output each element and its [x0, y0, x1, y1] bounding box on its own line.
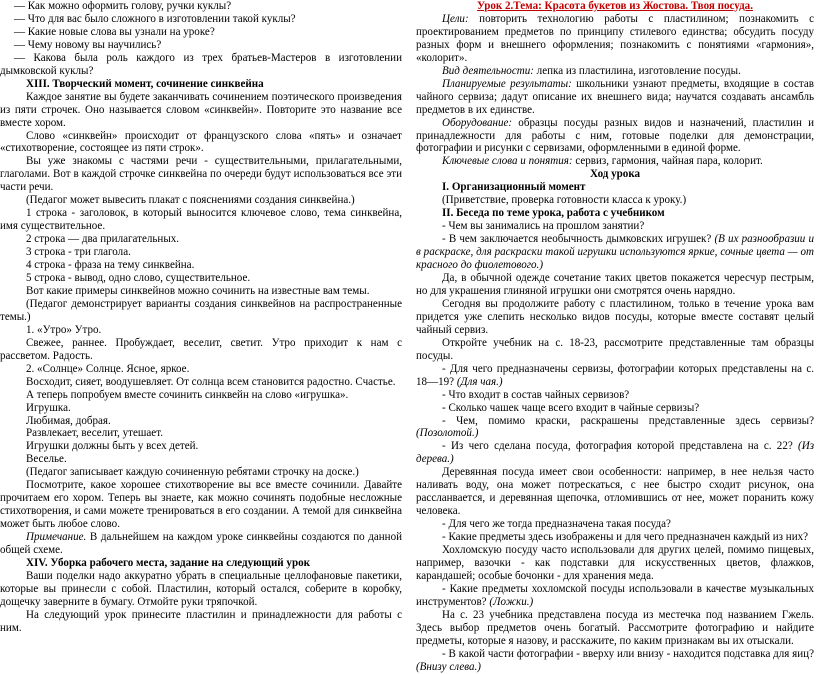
paragraph: Вы уже знакомы с частями речи - существительными, прилагательными, глаголами. Вот в каждой строчке синквейна по очереди будут использоваться все эти части речи. — [0, 155, 402, 194]
paragraph: (Педагог может вывесить плакат с пояснениями создания синквейна.) — [26, 194, 355, 207]
equipment-label: Оборудование: — [442, 116, 513, 129]
keywords-text: сервиз, гармония, чайная пара, колорит. — [572, 155, 763, 168]
paragraph: Развлекает, веселит, утешает. — [26, 427, 163, 440]
paragraph: Вот какие примеры синквейнов можно сочинить на известные вам темы. — [26, 284, 370, 297]
qa-paragraph — [416, 415, 814, 441]
question-text: - Какие предметы хохломской посуды использовали в качестве музыкальных инструментов? — [416, 582, 814, 608]
course-heading: Ход урока — [589, 168, 641, 181]
paragraph: Откройте учебник на с. 18-23, рассмотрите представленные там образцы посуды. — [416, 336, 814, 362]
activity-paragraph — [416, 65, 814, 78]
paragraph: Восходит, сияет, воодушевляет. От солнца всем становится радостно. Счастье. — [26, 375, 396, 388]
paragraph: (Приветствие, проверка готовности класса к уроку.) — [442, 194, 687, 207]
question: — Чему новому вы научились? — [14, 38, 162, 51]
question-text: - В какой части фотографии - вверху или внизу - находится подставка для яиц? — [442, 647, 814, 660]
note-text: В дальнейшем на каждом уроке синквейны создаются по данной общей схеме. — [0, 531, 402, 557]
paragraph: 3 строка - три глагола. — [26, 246, 131, 259]
paragraph: Веселье. — [26, 453, 67, 466]
keywords-label: Ключевые слова и понятия: — [442, 155, 573, 168]
answer-text: (Внизу слева.) — [416, 660, 481, 673]
paragraph: 5 строка - вывод, одно слово, существительное. — [26, 272, 251, 285]
section-heading-2: II. Беседа по теме урока, работа с учебником — [442, 207, 665, 220]
paragraph: Свежее, раннее. Пробуждает, веселит, светит. Утро приходит к нам с рассветом. Радость. — [0, 336, 402, 362]
question: — Какова была роль каждого из трех братьев-Мастеров в изготовлении дымковской куклы? — [0, 51, 402, 77]
note-paragraph — [0, 531, 402, 557]
paragraph: - Сколько чашек чаще всего входит в чайные сервизы? — [442, 401, 700, 414]
goals-text: повторить технологию работы с пластилином; познакомить с проектированием предметов по принципу стилевого единства; обсудить посуду разных форм и внешнего оформления; познакомить с понятиями «гармония», «колорит». — [416, 12, 814, 64]
question-text: - Из чего сделана посуда, фотография которой представлена на с. 22? — [442, 440, 799, 453]
paragraph: - Чем вы занимались на прошлом занятии? — [442, 220, 645, 233]
keywords-paragraph — [416, 155, 814, 168]
paragraph: - Какие предметы здесь изображены и для чего предназначен каждый из них? — [442, 531, 809, 544]
paragraph: Деревянная посуда имеет свои особенности: например, в нее нельзя часто наливать воду, она может потрескаться, с нее быстро сходит рисунок, она рассланвается, и деревянная щепочка, отломившись от нее, может поранить кожу человека. — [416, 466, 814, 518]
results-paragraph — [416, 78, 814, 117]
qa-paragraph — [416, 440, 814, 466]
section-heading-1: I. Организационный момент — [442, 181, 586, 194]
paragraph: Посмотрите, какое хорошее стихотворение вы все вместе сочинили. Давайте прочитаем его хором. Теперь вы знаете, как можно сочинять подобные несложные стихотворения, и сами можете тренироваться в его создании. А темой для синквейна может быть любое слово. — [0, 479, 402, 531]
paragraph: Ваши поделки надо аккуратно убрать в специальные целлофановые пакетики, которые вы принесли с собой. Пластилин, который остался, соберите в коробку, дощечку заверните в бумагу. Отмойте руки тряпочкой. — [0, 569, 402, 608]
qa-paragraph — [416, 363, 814, 389]
paragraph: Игрушки должны быть у всех детей. — [26, 440, 199, 453]
results-text: школьники узнают предметы, входящие в состав чайного сервиза; дадут описание их внешнего вида; научатся создавать ансамбль предметов в их единстве. — [416, 77, 815, 116]
answer-text: (Ложки.) — [489, 595, 534, 608]
section-heading-13: XIII. Творческий момент, сочинение синквейна — [26, 77, 264, 90]
question-text: - Для чего предназначены сервизы, фотографии которых представлены на с. 18—19? — [416, 362, 814, 388]
paragraph: Хохломскую посуду часто использовали для других целей, помимо пищевых, например, вазочки - как подставки для искусственных цветов, флажков, карандашей; особые бочонки - для хранения меда. — [416, 544, 814, 582]
paragraph: На следующий урок принесите пластилин и принадлежности для работы с ним. — [0, 608, 402, 634]
question-text: - Чем, помимо краски, раскрашены представленные здесь сервизы? — [442, 414, 814, 427]
paragraph: Любимая, добрая. — [26, 414, 111, 427]
equipment-text: образцы посуды разных видов и назначений, пластилин и принадлежности для работы с ним, готовые поделки для демонстрации, фотографии и рисунки с сервизами, оформленными в единой форме. — [416, 116, 814, 155]
paragraph: 1 строка - заголовок, в который выносится ключевое слово, тема синквейна, имя существительное. — [0, 207, 402, 233]
paragraph: Игрушка. — [26, 401, 71, 414]
paragraph: (Педагог записывает каждую сочиненную ребятами строчку на доске.) — [26, 466, 359, 479]
paragraph: 1. «Утро» Утро. — [26, 323, 102, 336]
results-label: Планируемые результаты: — [442, 77, 572, 90]
paragraph: (Педагог демонстрирует варианты создания синквейнов на распространенные темы.) — [0, 297, 402, 323]
goals-paragraph — [416, 13, 814, 65]
activity-text: лепка из пластилина, изготовление посуды. — [533, 64, 741, 77]
goals-label: Цели: — [442, 12, 469, 25]
paragraph: - Для чего же тогда предназначена такая посуда? — [442, 518, 671, 531]
note-label: Примечание. — [26, 531, 87, 544]
right-column — [416, 0, 814, 674]
answer-text: (Для чая.) — [456, 375, 503, 388]
activity-label: Вид деятельности: — [442, 64, 534, 77]
lesson-title: Урок 2.Тема: Красота букетов из Жостова. Твоя посуда. — [477, 0, 753, 12]
paragraph: 2. «Солнце» Солнце. Ясное, яркое. — [26, 362, 190, 375]
section-heading-14: XIV. Уборка рабочего места, задание на следующий урок — [26, 556, 310, 569]
paragraph: Слово «синквейн» происходит от французского слова «пять» и означает «стихотворение, состоящее из пяти строк». — [0, 129, 402, 155]
answer-text: (Позолотой.) — [416, 427, 479, 440]
paragraph: - Что входит в состав чайных сервизов? — [442, 388, 630, 401]
left-column — [0, 0, 402, 635]
paragraph: На с. 23 учебника представлена посуда из местечка под названием Гжель. Здесь выбор предметов очень богатый. Рассмотрите фотографию и найдите предметы, которые я назову, и расскажите, по каким признакам вы их отыскали. — [416, 608, 814, 647]
question: — Что для вас было сложного в изготовлении такой куклы? — [14, 12, 296, 25]
qa-paragraph — [416, 233, 814, 272]
question: — Какие новые слова вы узнали на уроке? — [14, 25, 215, 38]
paragraph: 2 строка — два прилагательных. — [26, 233, 180, 246]
equipment-paragraph — [416, 117, 814, 156]
question: — Как можно оформить голову, ручки куклы? — [14, 0, 232, 12]
question-text: - В чем заключается необычность дымковских игрушек? — [442, 233, 715, 246]
answer-text: (Из дерева.) — [416, 440, 814, 466]
qa-paragraph — [416, 583, 814, 609]
paragraph: Сегодня вы продолжите работу с пластилином, только в течение урока вам придется уже слепить несколько видов посуды, которые вместе составят целый чайный сервиз. — [416, 297, 814, 336]
paragraph: Да, в обычной одежде сочетание таких цветов покажется чересчур пестрым, но для украшения глиняной игрушки они смотрятся очень нарядно. — [416, 272, 814, 297]
paragraph: А теперь попробуем вместе сочинить синквейн на слово «игрушка». — [26, 388, 349, 401]
paragraph: Каждое занятие вы будете заканчивать сочинением поэтического произведения из пяти строчек. Оно называется словом «синквейн». Повторите это название все вместе хором. — [0, 90, 402, 129]
qa-paragraph — [416, 648, 814, 674]
answer-text: (В их разнообразии и в раскраске, для раскраски такой игрушки используются яркие, сочные цвета — от красного до фиолетового.) — [416, 233, 815, 272]
paragraph: 4 строка - фраза на тему синквейна. — [26, 259, 195, 272]
